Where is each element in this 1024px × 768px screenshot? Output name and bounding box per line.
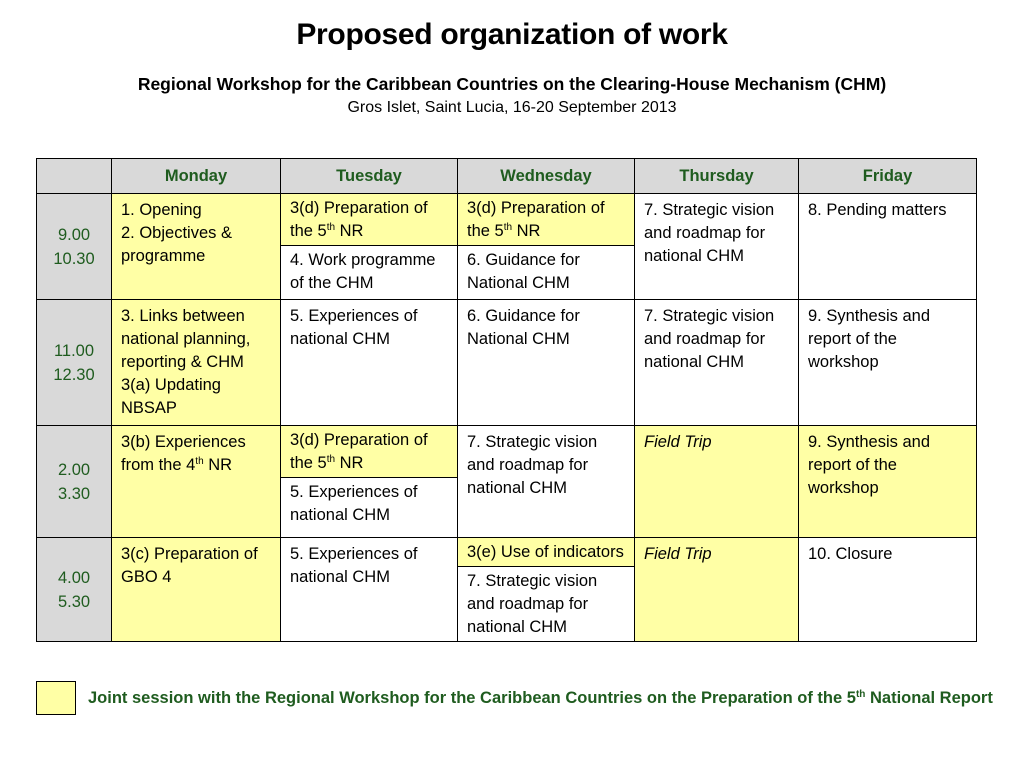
session-cell bbox=[281, 194, 458, 300]
field-trip-label: Field Trip bbox=[644, 433, 712, 451]
time-end: 3.30 bbox=[57, 484, 91, 503]
session-item: 5. Experiences of national CHM bbox=[290, 307, 418, 348]
joint-session: 3(d) Preparation of the 5th NR bbox=[458, 194, 634, 246]
table-row bbox=[37, 300, 977, 426]
time-slot bbox=[37, 426, 112, 538]
day-header-thursday: Thursday bbox=[635, 159, 799, 194]
session-cell bbox=[635, 426, 799, 538]
workshop-location: Gros Islet, Saint Lucia, 16-20 September 2013 bbox=[347, 99, 677, 116]
time-end: 12.30 bbox=[53, 365, 95, 384]
session-item: 8. Pending matters bbox=[808, 201, 947, 219]
field-trip-label: Field Trip bbox=[644, 545, 712, 563]
time-slot bbox=[37, 194, 112, 300]
time-start: 11.00 bbox=[53, 341, 95, 360]
session-item: 2. Objectives & programme bbox=[121, 224, 232, 265]
session-item: 7. Strategic vision and roadmap for national CHM bbox=[458, 567, 634, 641]
session-cell bbox=[799, 194, 977, 300]
legend-text: Joint session with the Regional Workshop for the Caribbean Countries on the Preparation of the 5th National Report bbox=[88, 689, 993, 707]
day-header-friday: Friday bbox=[799, 159, 977, 194]
session-item: 3(a) Updating NBSAP bbox=[121, 376, 221, 417]
session-cell bbox=[112, 194, 281, 300]
session-item: 6. Guidance for National CHM bbox=[458, 246, 634, 297]
time-slot bbox=[37, 538, 112, 642]
time-end: 5.30 bbox=[57, 592, 91, 611]
session-item: 1. Opening bbox=[121, 201, 202, 219]
session-cell bbox=[799, 300, 977, 426]
session-cell bbox=[799, 426, 977, 538]
time-start: 4.00 bbox=[57, 568, 91, 587]
session-cell bbox=[635, 194, 799, 300]
joint-session: 3(e) Use of indicators bbox=[458, 538, 634, 567]
session-item: 3(c) Preparation of GBO 4 bbox=[121, 545, 258, 586]
session-cell bbox=[112, 426, 281, 538]
session-cell bbox=[458, 538, 635, 642]
schedule-table bbox=[36, 158, 977, 642]
session-cell bbox=[635, 300, 799, 426]
time-slot bbox=[37, 300, 112, 426]
workshop-subtitle: Regional Workshop for the Caribbean Countries on the Clearing-House Mechanism (CHM) bbox=[137, 74, 887, 94]
day-header-monday: Monday bbox=[112, 159, 281, 194]
page-title: Proposed organization of work bbox=[296, 18, 728, 51]
session-item: 9. Synthesis and report of the workshop bbox=[808, 307, 930, 371]
table-row bbox=[37, 538, 977, 642]
session-item: 6. Guidance for National CHM bbox=[467, 307, 580, 348]
time-start: 2.00 bbox=[57, 460, 91, 479]
session-cell bbox=[281, 538, 458, 642]
header-row bbox=[37, 159, 977, 194]
session-item: 4. Work programme of the CHM bbox=[281, 246, 457, 297]
session-item: 10. Closure bbox=[808, 545, 893, 563]
session-cell bbox=[112, 538, 281, 642]
table-row bbox=[37, 426, 977, 538]
session-item: 5. Experiences of national CHM bbox=[290, 545, 418, 586]
session-cell bbox=[458, 300, 635, 426]
session-cell bbox=[635, 538, 799, 642]
legend-swatch bbox=[36, 681, 76, 715]
joint-session: 3(d) Preparation of the 5th NR bbox=[281, 194, 457, 246]
session-cell bbox=[458, 426, 635, 538]
session-item: 7. Strategic vision and roadmap for national CHM bbox=[467, 433, 598, 497]
session-item: 7. Strategic vision and roadmap for national CHM bbox=[644, 307, 775, 371]
session-item: 3(b) Experiences from the 4th NR bbox=[121, 433, 246, 474]
session-item: 3. Links between national planning, reporting & CHM bbox=[121, 307, 251, 371]
session-item: 7. Strategic vision and roadmap for national CHM bbox=[644, 201, 775, 265]
day-header-tuesday: Tuesday bbox=[281, 159, 458, 194]
time-end: 10.30 bbox=[53, 249, 95, 268]
session-cell bbox=[281, 426, 458, 538]
session-cell bbox=[458, 194, 635, 300]
day-header-wednesday: Wednesday bbox=[458, 159, 635, 194]
joint-session: 3(d) Preparation of the 5th NR bbox=[281, 426, 457, 478]
session-item: 9. Synthesis and report of the workshop bbox=[808, 433, 930, 497]
session-cell bbox=[281, 300, 458, 426]
session-item: 5. Experiences of national CHM bbox=[281, 478, 457, 529]
time-start: 9.00 bbox=[57, 225, 91, 244]
session-cell bbox=[112, 300, 281, 426]
corner-cell bbox=[37, 159, 112, 194]
table-row bbox=[37, 194, 977, 300]
session-cell bbox=[799, 538, 977, 642]
